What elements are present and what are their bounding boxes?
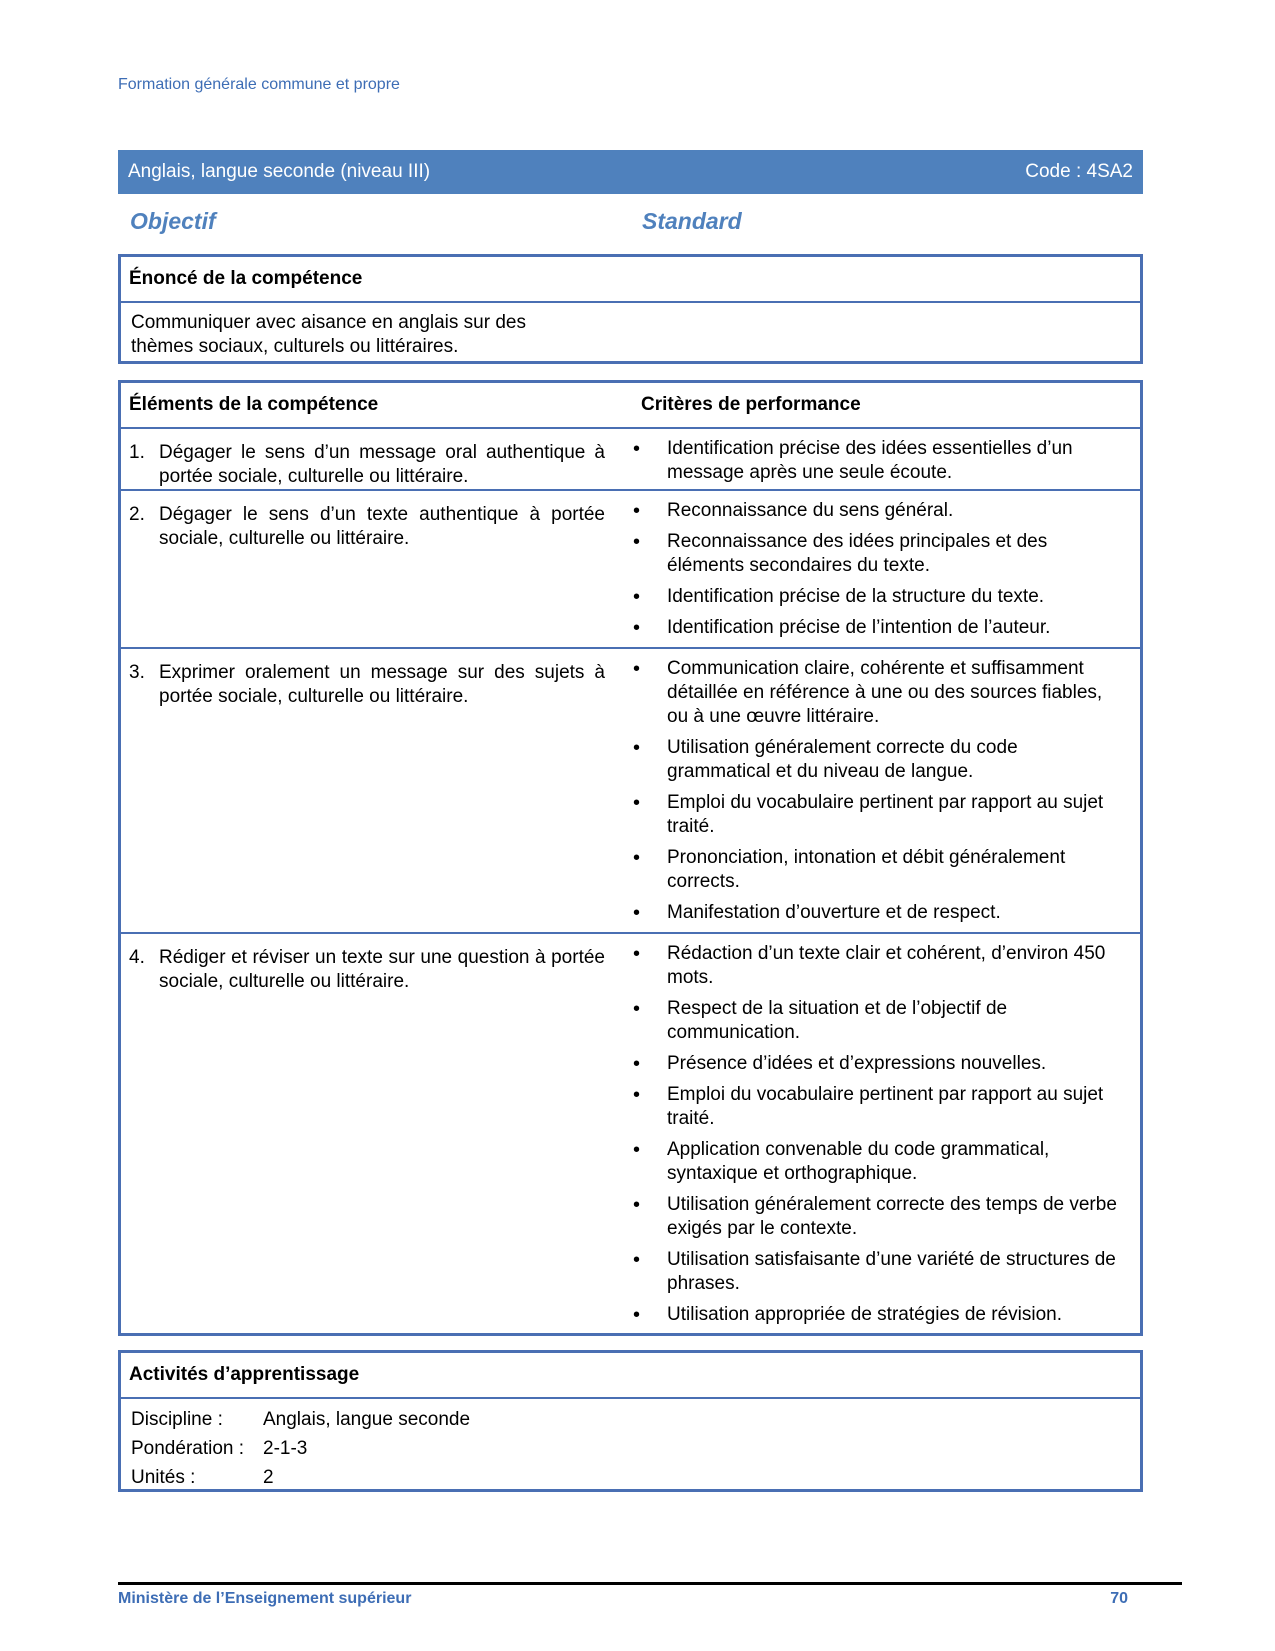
criterion-item [633,1303,1140,1327]
criterion-item [633,1052,1140,1076]
criterion-item [633,616,1140,640]
criterion-item [633,499,1140,523]
bullet-icon: • [633,658,641,680]
element-cell [121,934,633,1335]
bullet-icon: • [633,531,641,553]
element-text: Dégager le sens d’un message oral authentique à portée sociale, culturelle ou littéraire. [159,442,605,487]
criterion-item [633,736,1140,784]
bullet-icon: • [633,1084,641,1106]
bullet-icon: • [633,1139,641,1161]
table-row [121,934,1140,1335]
bullet-icon: • [633,438,641,460]
criterion-item [633,585,1140,609]
element-text: Exprimer oralement un message sur des sujets à portée sociale, culturelle ou littéraire. [159,662,605,707]
table-row [121,649,1140,934]
bullet-icon: • [633,617,641,639]
criteria-cell [633,491,1140,647]
criterion-text: Identification précise de l’intention de l’auteur. [667,617,1051,638]
criterion-text: Communication claire, cohérente et suffisamment détaillée en référence à une ou des sources fiables, ou à une œuvre littéraire. [667,658,1103,727]
criterion-text: Utilisation généralement correcte du code grammatical et du niveau de langue. [667,737,1018,782]
criterion-text: Reconnaissance des idées principales et des éléments secondaires du texte. [667,531,1048,576]
criterion-item [633,1138,1140,1186]
bullet-icon: • [633,792,641,814]
criterion-text: Manifestation d’ouverture et de respect. [667,902,1001,923]
ponderation-value: 2-1-3 [263,1438,308,1459]
ponderation-line [131,1434,1130,1463]
bullet-icon: • [633,1053,641,1075]
discipline-label: Discipline : [131,1409,223,1430]
element-text: Dégager le sens d’un texte authentique à portée sociale, culturelle ou littéraire. [159,504,605,549]
bullet-icon: • [633,943,641,965]
criterion-text: Rédaction d’un texte clair et cohérent, d’environ 450 mots. [667,943,1106,988]
page-footer [118,1590,1128,1608]
criterion-text: Présence d’idées et d’expressions nouvelles. [667,1053,1047,1074]
standard-heading: Standard [642,208,742,234]
col-criteria-heading: Critères de performance [641,394,861,415]
enonce-heading: Énoncé de la compétence [121,257,1140,303]
criterion-text: Emploi du vocabulaire pertinent par rapport au sujet traité. [667,792,1104,837]
enonce-box [118,254,1143,364]
table-row [121,429,1140,491]
criterion-text: Application convenable du code grammatical, syntaxique et orthographique. [667,1139,1050,1184]
col-elements-heading: Éléments de la compétence [129,394,379,415]
element-number: 2. [129,504,145,525]
course-title: Anglais, langue seconde (niveau III) [128,161,431,182]
criterion-item [633,791,1140,839]
criterion-item [633,901,1140,925]
criteria-cell [633,429,1140,489]
bullet-icon: • [633,1304,641,1326]
bullet-icon: • [633,1249,641,1271]
criterion-item [633,657,1140,729]
criterion-item [633,1083,1140,1131]
running-header: Formation générale commune et propre [118,76,400,93]
criterion-text: Respect de la situation et de l’objectif de communication. [667,998,1008,1043]
course-title-bar [118,150,1143,194]
enonce-text: Communiquer avec aisance en anglais sur des thèmes sociaux, culturels ou littéraires. [131,312,526,357]
criterion-text: Utilisation généralement correcte des temps de verbe exigés par le contexte. [667,1194,1117,1239]
element-number: 3. [129,662,145,683]
criterion-text: Identification précise des idées essentielles d’un message après une seule écoute. [667,438,1073,483]
criterion-item [633,530,1140,578]
bullet-icon: • [633,847,641,869]
bullet-icon: • [633,500,641,522]
bullet-icon: • [633,1194,641,1216]
criterion-item [633,997,1140,1045]
unites-value: 2 [263,1467,274,1488]
activities-heading: Activités d’apprentissage [121,1353,1140,1399]
course-code: Code : 4SA2 [1025,161,1133,182]
ponderation-label: Pondération : [131,1438,245,1459]
table-header [121,383,1140,429]
criterion-text: Emploi du vocabulaire pertinent par rapport au sujet traité. [667,1084,1104,1129]
criteria-cell [633,649,1140,932]
activities-box [118,1350,1143,1492]
criterion-text: Identification précise de la structure du texte. [667,586,1045,607]
page-number: 70 [1110,1590,1128,1607]
criterion-item [633,1248,1140,1296]
unites-line [131,1463,1130,1492]
criterion-item [633,437,1140,485]
bullet-icon: • [633,902,641,924]
criterion-item [633,1193,1140,1241]
objective-heading: Objectif [130,208,216,234]
criteria-cell [633,934,1140,1335]
element-cell [121,491,633,647]
footer-divider [118,1582,1182,1585]
element-number: 4. [129,947,145,968]
activities-details [121,1399,1140,1498]
bullet-icon: • [633,737,641,759]
element-number: 1. [129,442,145,463]
competence-table [118,380,1143,1336]
unites-label: Unités : [131,1467,196,1488]
element-text: Rédiger et réviser un texte sur une question à portée sociale, culturelle ou littéraire. [159,947,605,992]
element-cell [121,649,633,932]
discipline-line [131,1405,1130,1434]
footer-ministry: Ministère de l’Enseignement supérieur [118,1590,412,1607]
criterion-text: Reconnaissance du sens général. [667,500,954,521]
criterion-item [633,846,1140,894]
element-cell [121,429,633,489]
criterion-text: Prononciation, intonation et débit généralement corrects. [667,847,1066,892]
discipline-value: Anglais, langue seconde [263,1409,471,1430]
criterion-text: Utilisation appropriée de stratégies de révision. [667,1304,1062,1325]
criterion-text: Utilisation satisfaisante d’une variété de structures de phrases. [667,1249,1116,1294]
bullet-icon: • [633,998,641,1020]
table-row [121,491,1140,649]
criterion-item [633,942,1140,990]
bullet-icon: • [633,586,641,608]
